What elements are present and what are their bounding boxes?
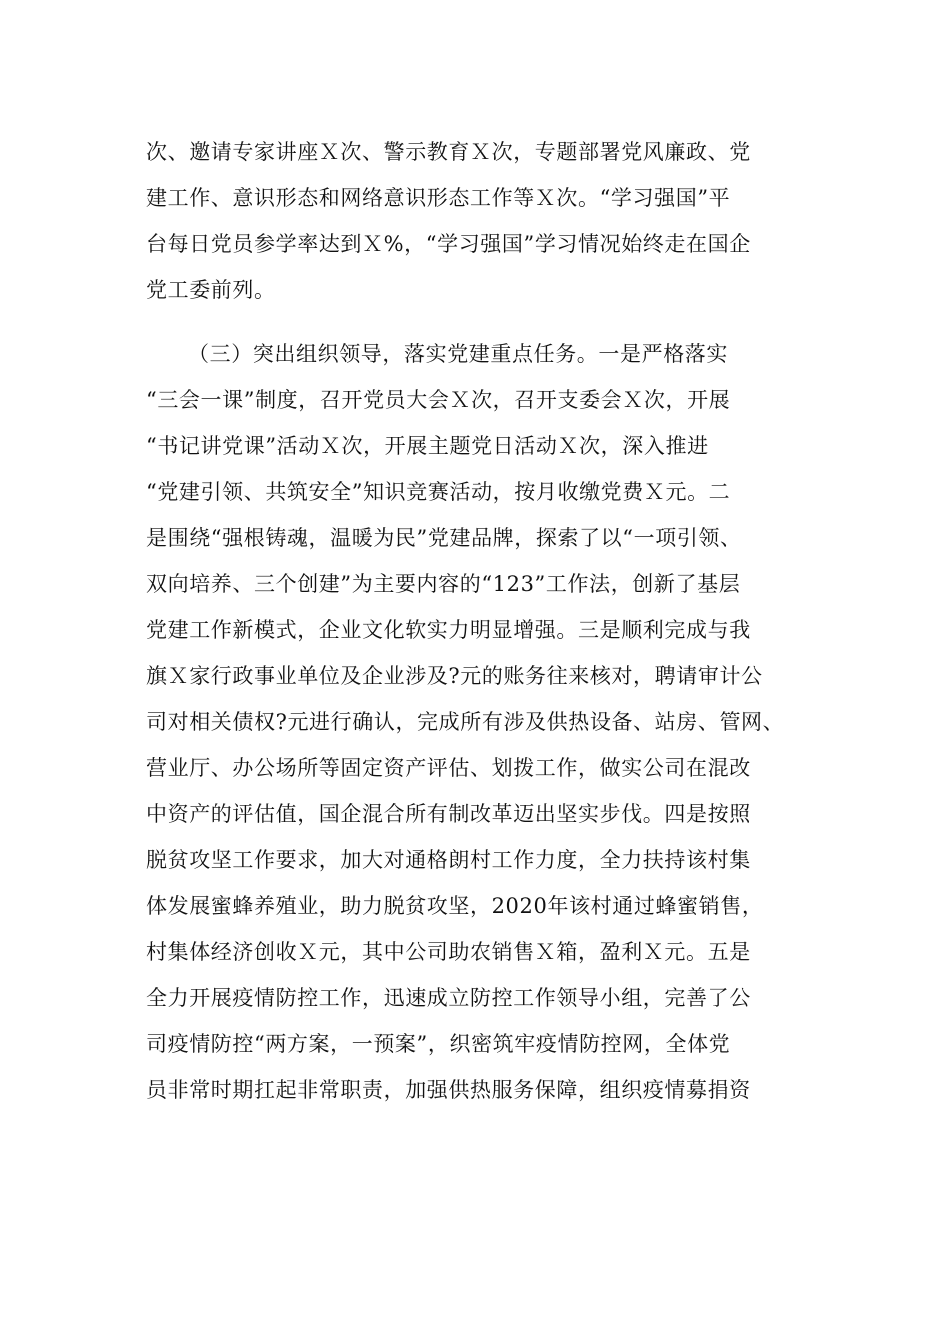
text-line: 双向培养、三个创建”为主要内容的“123”工作法，创新了基层 bbox=[146, 572, 741, 596]
text-line: 体发展蜜蜂养殖业，助力脱贫攻坚，2020年该村通过蜂蜜销售， bbox=[146, 894, 764, 918]
section-heading-line: （三）突出组织领导，落实党建重点任务。一是严格落实 bbox=[188, 342, 728, 366]
text-line: 村集体经济创收Ｘ元，其中公司助农销售Ｘ箱，盈利Ｘ元。五是 bbox=[146, 940, 751, 964]
text-line: 次、邀请专家讲座Ｘ次、警示教育Ｘ次，专题部署党风廉政、党 bbox=[146, 140, 751, 164]
text-line: 营业厅、办公场所等固定资产评估、划拨工作，做实公司在混改 bbox=[146, 756, 751, 780]
text-line: “党建引领、共筑安全”知识竞赛活动，按月收缴党费Ｘ元。二 bbox=[146, 480, 731, 504]
text-line: 党工委前列。 bbox=[146, 278, 276, 302]
text-line: 旗Ｘ家行政事业单位及企业涉及?元的账务往来核对，聘请审计公 bbox=[146, 664, 763, 688]
text-line: 党建工作新模式，企业文化软实力明显增强。三是顺利完成与我 bbox=[146, 618, 751, 642]
text-line: “三会一课”制度，召开党员大会Ｘ次，召开支委会Ｘ次，开展 bbox=[146, 388, 731, 412]
text-line: 建工作、意识形态和网络意识形态工作等Ｘ次。“学习强国”平 bbox=[146, 186, 731, 210]
text-line: 中资产的评估值，国企混合所有制改革迈出坚实步伐。四是按照 bbox=[146, 802, 751, 826]
text-line: “书记讲党课”活动Ｘ次，开展主题党日活动Ｘ次，深入推进 bbox=[146, 434, 709, 458]
text-line: 司疫情防控“两方案，一预案”，织密筑牢疫情防控网，全体党 bbox=[146, 1032, 731, 1056]
text-line: 脱贫攻坚工作要求，加大对通格朗村工作力度，全力扶持该村集 bbox=[146, 848, 751, 872]
text-line: 台每日党员参学率达到Ｘ%，“学习强国”学习情况始终走在国企 bbox=[146, 232, 751, 256]
text-line: 全力开展疫情防控工作，迅速成立防控工作领导小组，完善了公 bbox=[146, 986, 751, 1010]
text-line: 司对相关债权?元进行确认，完成所有涉及供热设备、站房、管网、 bbox=[146, 710, 785, 734]
text-line: 是围绕“强根铸魂，温暖为民”党建品牌，探索了以“一项引领、 bbox=[146, 526, 742, 550]
text-line: 员非常时期扛起非常职责，加强供热服务保障，组织疫情募捐资 bbox=[146, 1078, 751, 1102]
